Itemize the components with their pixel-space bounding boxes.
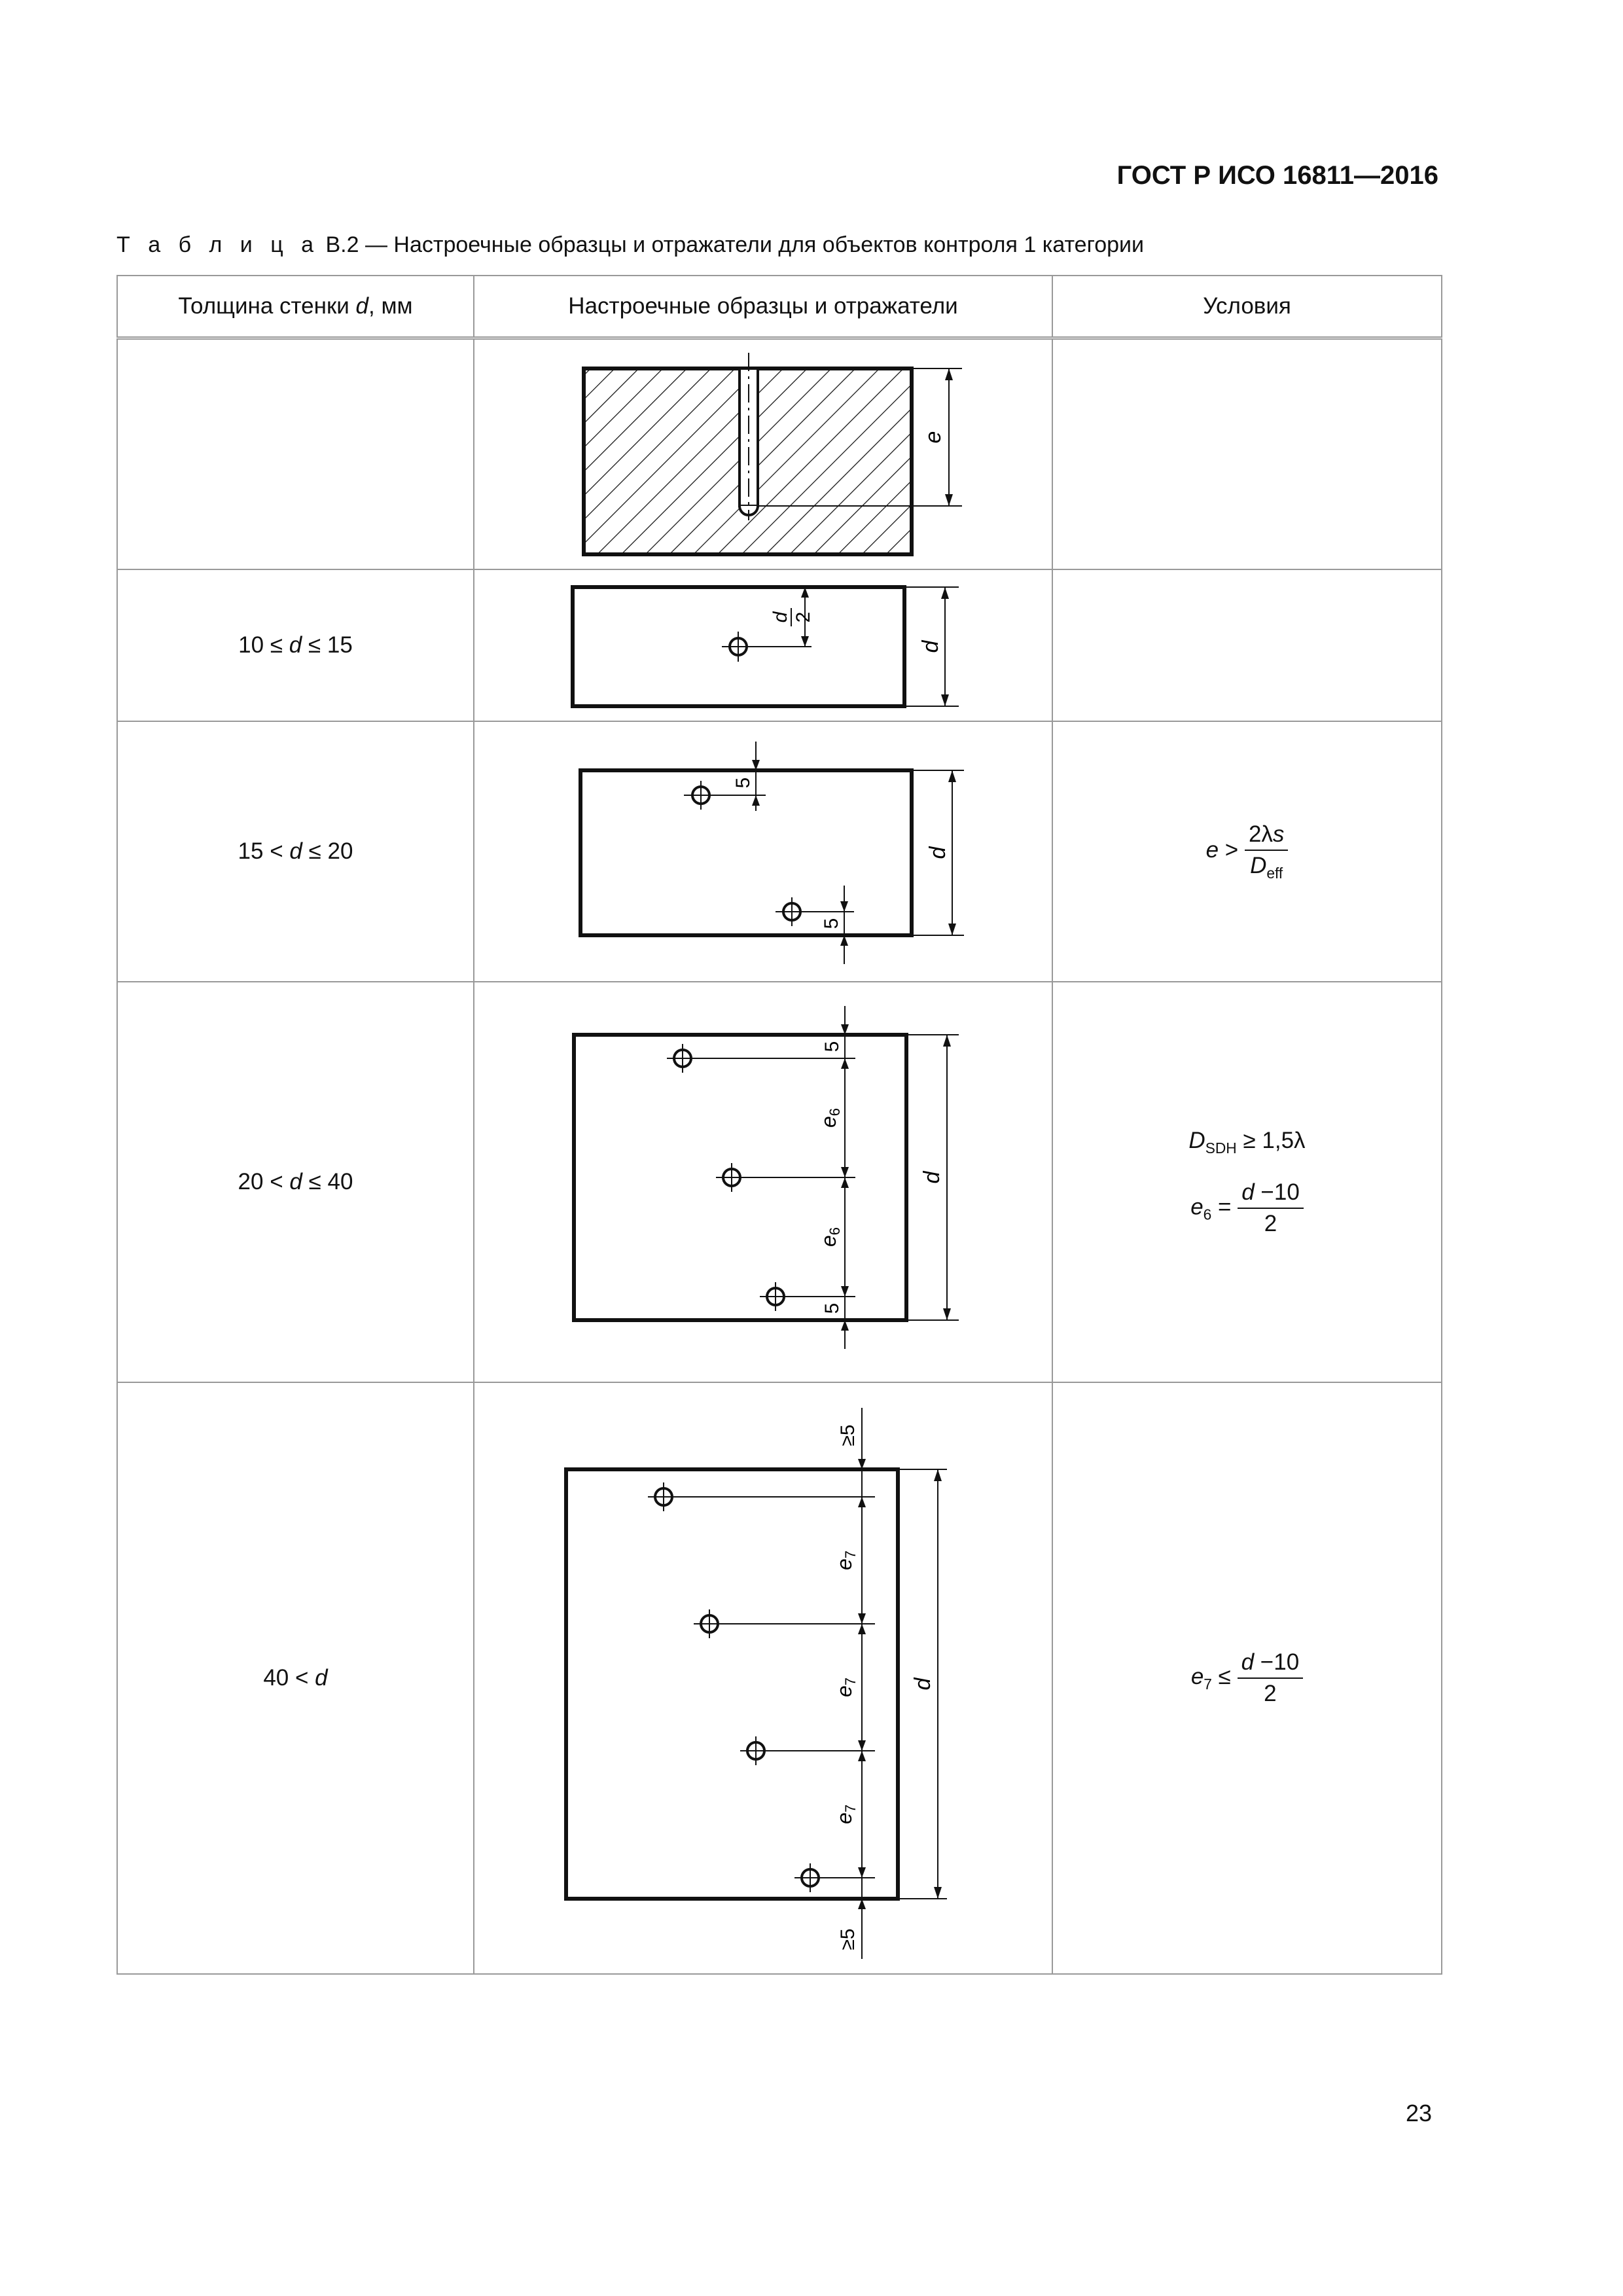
thickness-cell: 15 < d ≤ 20 — [117, 721, 474, 982]
table-row — [117, 1382, 1442, 1974]
dim-label-d: d — [925, 846, 950, 859]
condition-e6: $e_6$ = $\frac{d -10}{2}$ — [1053, 1179, 1441, 1237]
condition-formula: e > $\frac{2\lambda s}{D_{eff}}$ — [1206, 837, 1289, 863]
svg-text:d: d — [770, 611, 791, 623]
header-thickness: Толщина стенки d, мм — [117, 276, 474, 338]
dim-label-e7-1: e7 — [832, 1550, 859, 1571]
standard-id: ГОСТ Р ИСО 16811—2016 — [1116, 161, 1438, 190]
table-row — [117, 338, 1442, 570]
condition-cell — [1052, 1382, 1442, 1974]
dim-label-e6-upper: e6 — [817, 1107, 843, 1128]
drawing-cell — [474, 338, 1052, 570]
svg-text:2: 2 — [793, 611, 814, 623]
condition-cell — [1052, 338, 1442, 570]
table-caption — [116, 232, 1144, 258]
dim-label-d: d — [919, 1171, 944, 1184]
three-hole-block-drawing — [474, 982, 1052, 1382]
drawing-cell — [474, 1382, 1052, 1974]
header-conditions: Условия — [1052, 276, 1442, 338]
two-hole-block-drawing — [474, 722, 1052, 981]
table-row — [117, 982, 1442, 1382]
condition-dsdh: $D_{SDH} \ge 1,5\lambda$ — [1188, 1127, 1306, 1157]
drawing-cell — [474, 721, 1052, 982]
drawing-cell — [474, 982, 1052, 1382]
thickness-cell: 40 < d — [117, 1382, 474, 1974]
dim-label-half-d — [770, 608, 814, 626]
dim-label-e6-lower: e6 — [817, 1227, 843, 1247]
dim-label-5-bottom: 5 — [821, 1302, 843, 1314]
thickness-cell: 20 < d ≤ 40 — [117, 982, 474, 1382]
dim-label-e: e — [921, 431, 946, 444]
dim-label-5-top: 5 — [732, 777, 754, 789]
table-header-row — [117, 276, 1442, 338]
table-row — [117, 721, 1442, 982]
dim-label-e7-3: e7 — [832, 1804, 859, 1825]
hatched-block-drawing — [474, 340, 1052, 569]
condition-cell — [1052, 721, 1442, 982]
dim-label-d: d — [918, 640, 943, 653]
reference-blocks-table — [116, 275, 1442, 1975]
drawing-cell — [474, 569, 1052, 721]
one-hole-block-drawing — [474, 570, 1052, 721]
dim-label-e7-2: e7 — [832, 1677, 859, 1698]
page-number: 23 — [1405, 2100, 1432, 2126]
dim-label-min5-bottom: ≥5 — [837, 1928, 859, 1950]
thickness-cell: 10 ≤ d ≤ 15 — [117, 569, 474, 721]
table-row — [117, 569, 1442, 721]
dim-label-5-top: 5 — [821, 1041, 843, 1052]
thickness-cell — [117, 338, 474, 570]
dim-label-d: d — [910, 1677, 935, 1691]
four-hole-block-drawing — [474, 1383, 1052, 1973]
caption-text: В.2 — Настроечные образцы и отражатели для объектов контроля 1 категории — [325, 232, 1145, 257]
condition-cell — [1052, 569, 1442, 721]
dim-label-min5-top: ≥5 — [837, 1424, 859, 1446]
condition-cell — [1052, 982, 1442, 1382]
dim-label-5-bottom: 5 — [821, 918, 842, 929]
header-blocks: Настроечные образцы и отражатели — [474, 276, 1052, 338]
condition-e7: $e_7$ ≤ $\frac{d -10}{2}$ — [1191, 1664, 1303, 1689]
caption-label: Т а б л и ц а — [116, 232, 320, 257]
